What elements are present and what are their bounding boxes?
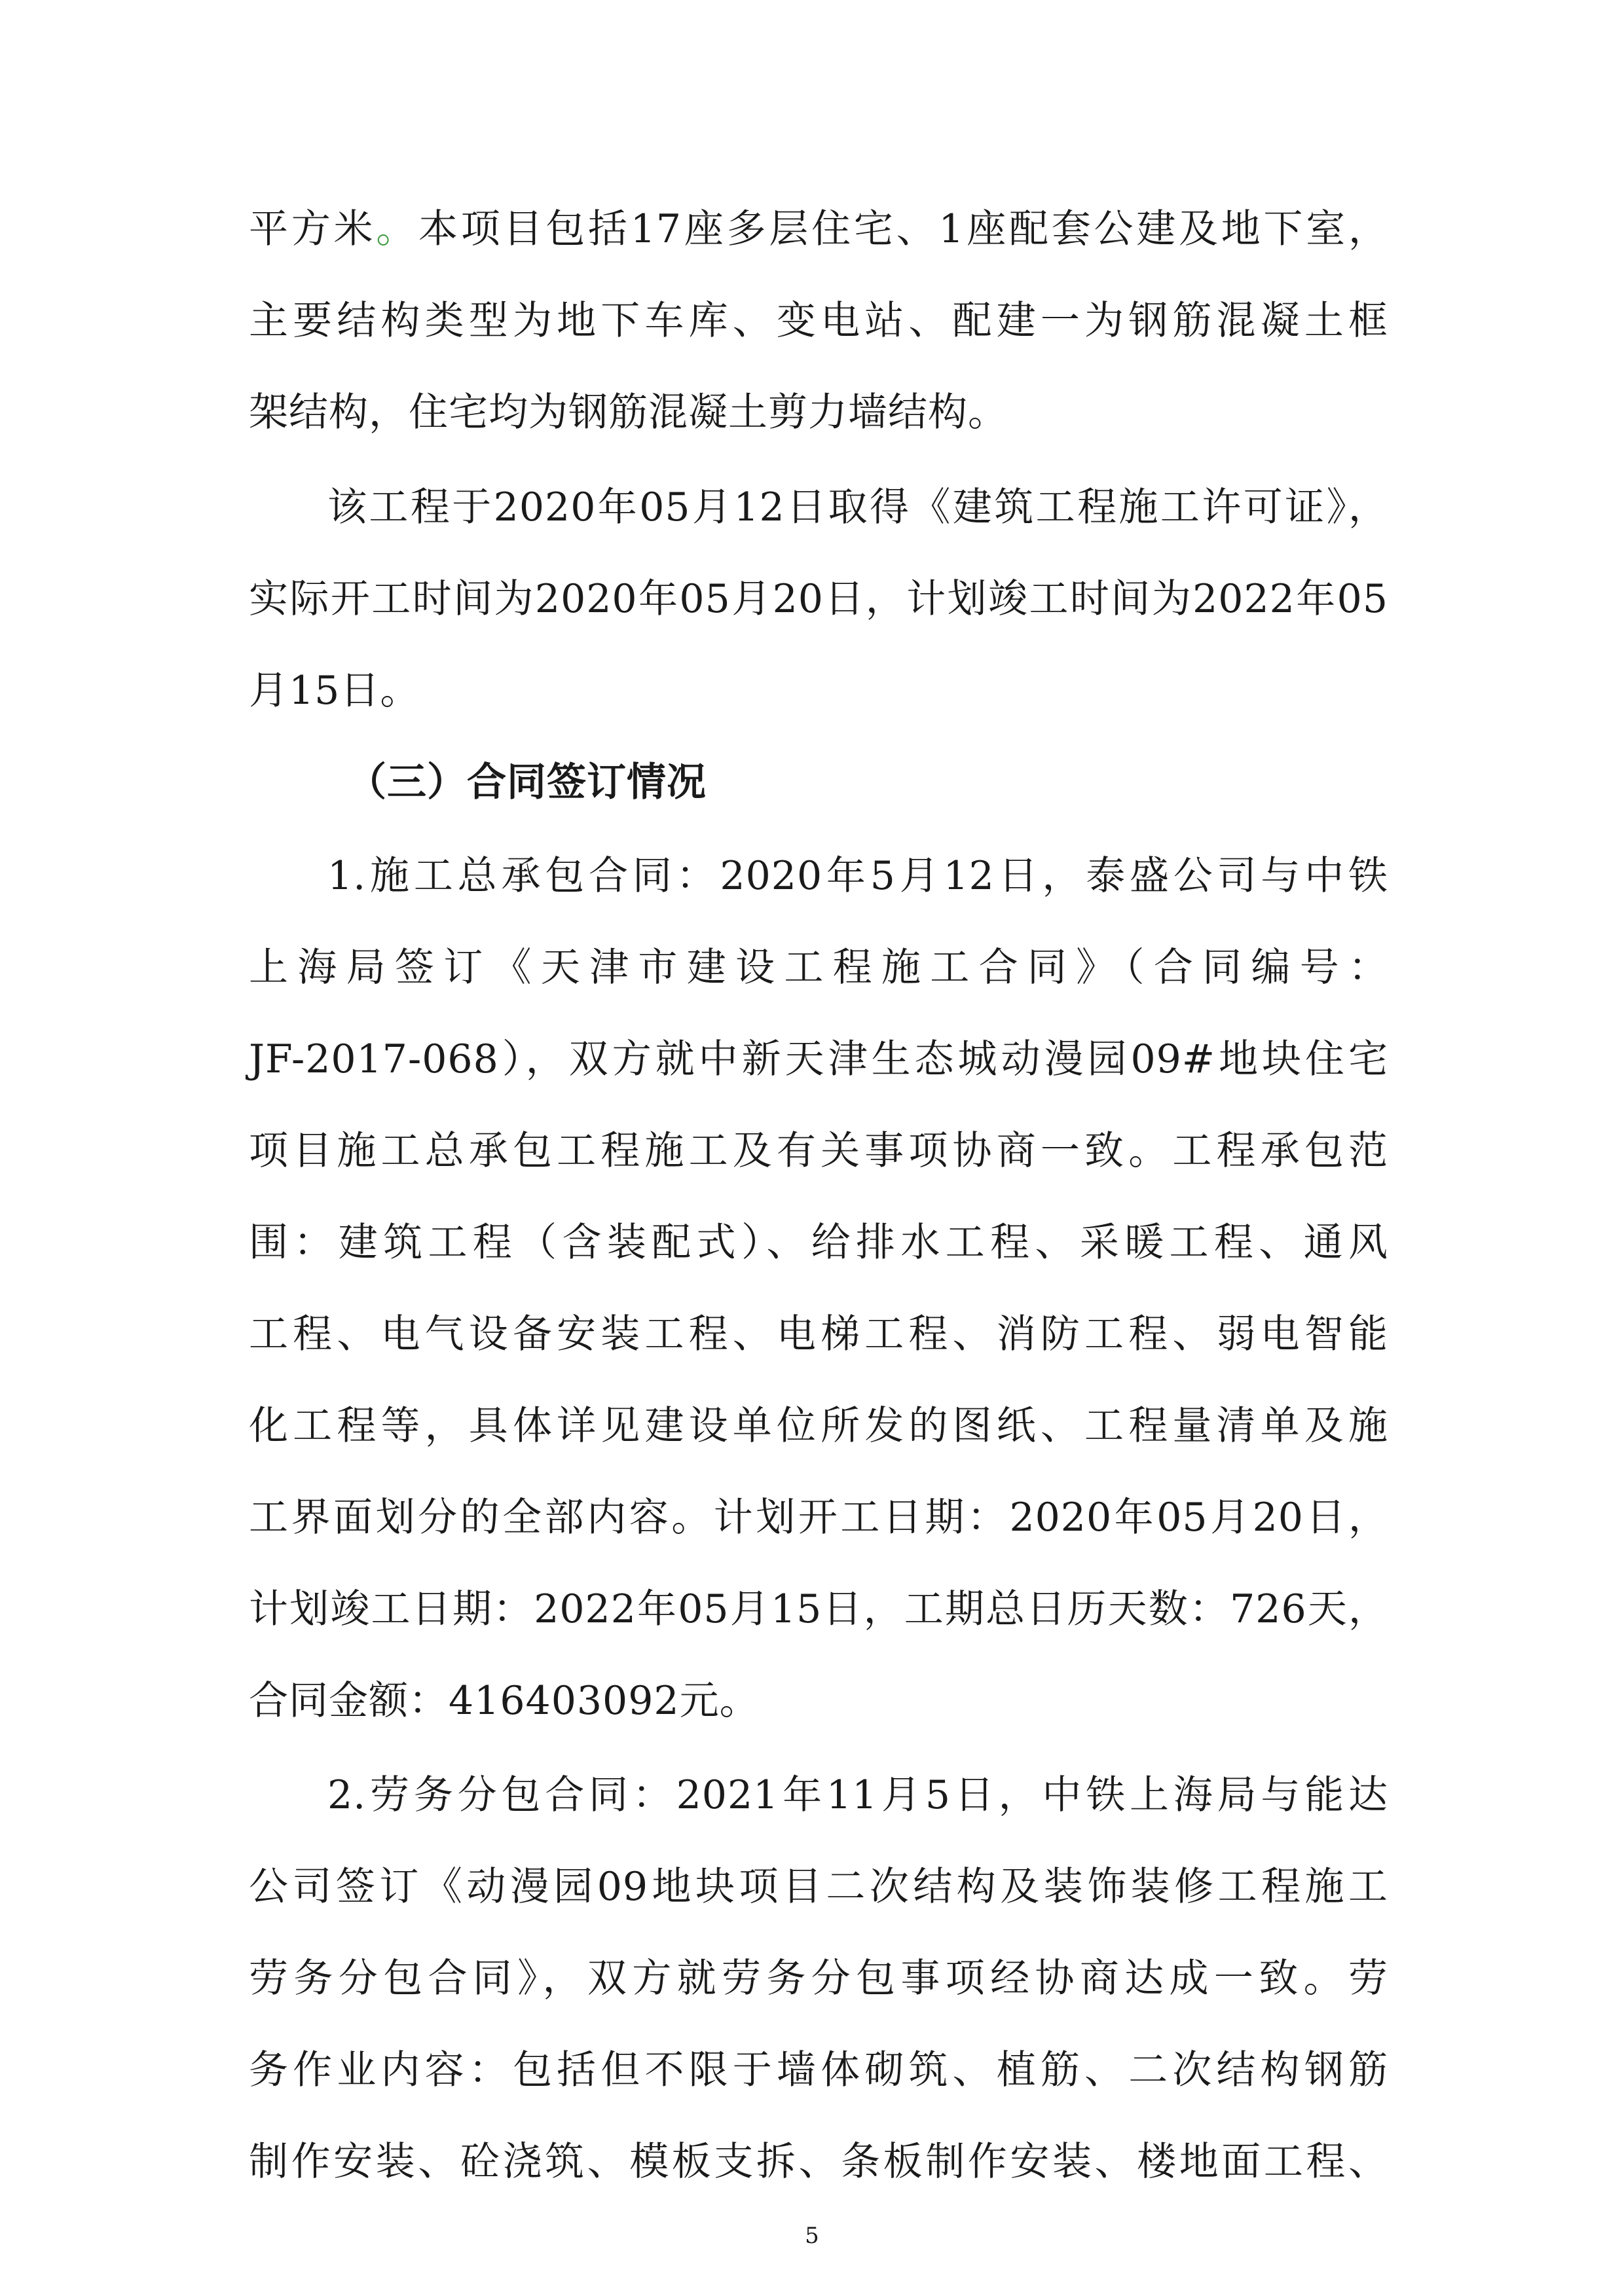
text-line-22: 制作安装、砼浇筑、模板支拆、条板制作安装、楼地面工程、 <box>249 2139 1388 2185</box>
text-line-13: 工程、电气设备安装工程、电梯工程、消防工程、弱电智能 <box>249 1311 1388 1357</box>
section-heading: （三）合同签订情况 <box>347 759 707 805</box>
text-line-10: JF-2017-068），双方就中新天津生态城动漫园09#地块住宅 <box>249 1036 1388 1082</box>
text-line-19: 公司签订《动漫园09地块项目二次结构及装饰装修工程施工 <box>249 1864 1388 1910</box>
text-line-16: 计划竣工日期：2022年05月15日，工期总日历天数：726天， <box>249 1586 1388 1632</box>
text-line-18: 2.劳务分包合同：2021年11月5日，中铁上海局与能达 <box>327 1772 1388 1818</box>
text-line-1: 平方米。本项目包括17座多层住宅、1座配套公建及地下室， <box>249 206 1388 252</box>
text-line-21: 务作业内容：包括但不限于墙体砌筑、植筋、二次结构钢筋 <box>249 2047 1388 2093</box>
text-line-8: 1.施工总承包合同：2020年5月12日，泰盛公司与中铁 <box>327 853 1388 899</box>
text-line-6: 月15日。 <box>249 668 420 714</box>
text-line-11: 项目施工总承包工程施工及有关事项协商一致。工程承包范 <box>249 1128 1388 1174</box>
text-line-12: 围：建筑工程（含装配式）、给排水工程、采暖工程、通风 <box>249 1220 1388 1266</box>
page-number: 5 <box>805 2223 819 2249</box>
text-line-20: 劳务分包合同》，双方就劳务分包事项经协商达成一致。劳 <box>249 1956 1388 2001</box>
text-line-3: 架结构，住宅均为钢筋混凝土剪力墙结构。 <box>249 390 1008 435</box>
text-line-5: 实际开工时间为2020年05月20日，计划竣工时间为2022年05 <box>249 576 1388 622</box>
text-line-2: 主要结构类型为地下车库、变电站、配建一为钢筋混凝土框 <box>249 298 1388 344</box>
text-line-4: 该工程于2020年05月12日取得《建筑工程施工许可证》， <box>327 484 1388 530</box>
text-line-17: 合同金额：416403092元。 <box>249 1678 760 1724</box>
text-line-9: 上海局签订《天津市建设工程施工合同》（合同编号： <box>249 945 1388 991</box>
period-mark: 。 <box>376 206 418 252</box>
text-line-15: 工界面划分的全部内容。计划开工日期：2020年05月20日， <box>249 1495 1388 1540</box>
text-line-14: 化工程等，具体详见建设单位所发的图纸、工程量清单及施 <box>249 1403 1388 1449</box>
